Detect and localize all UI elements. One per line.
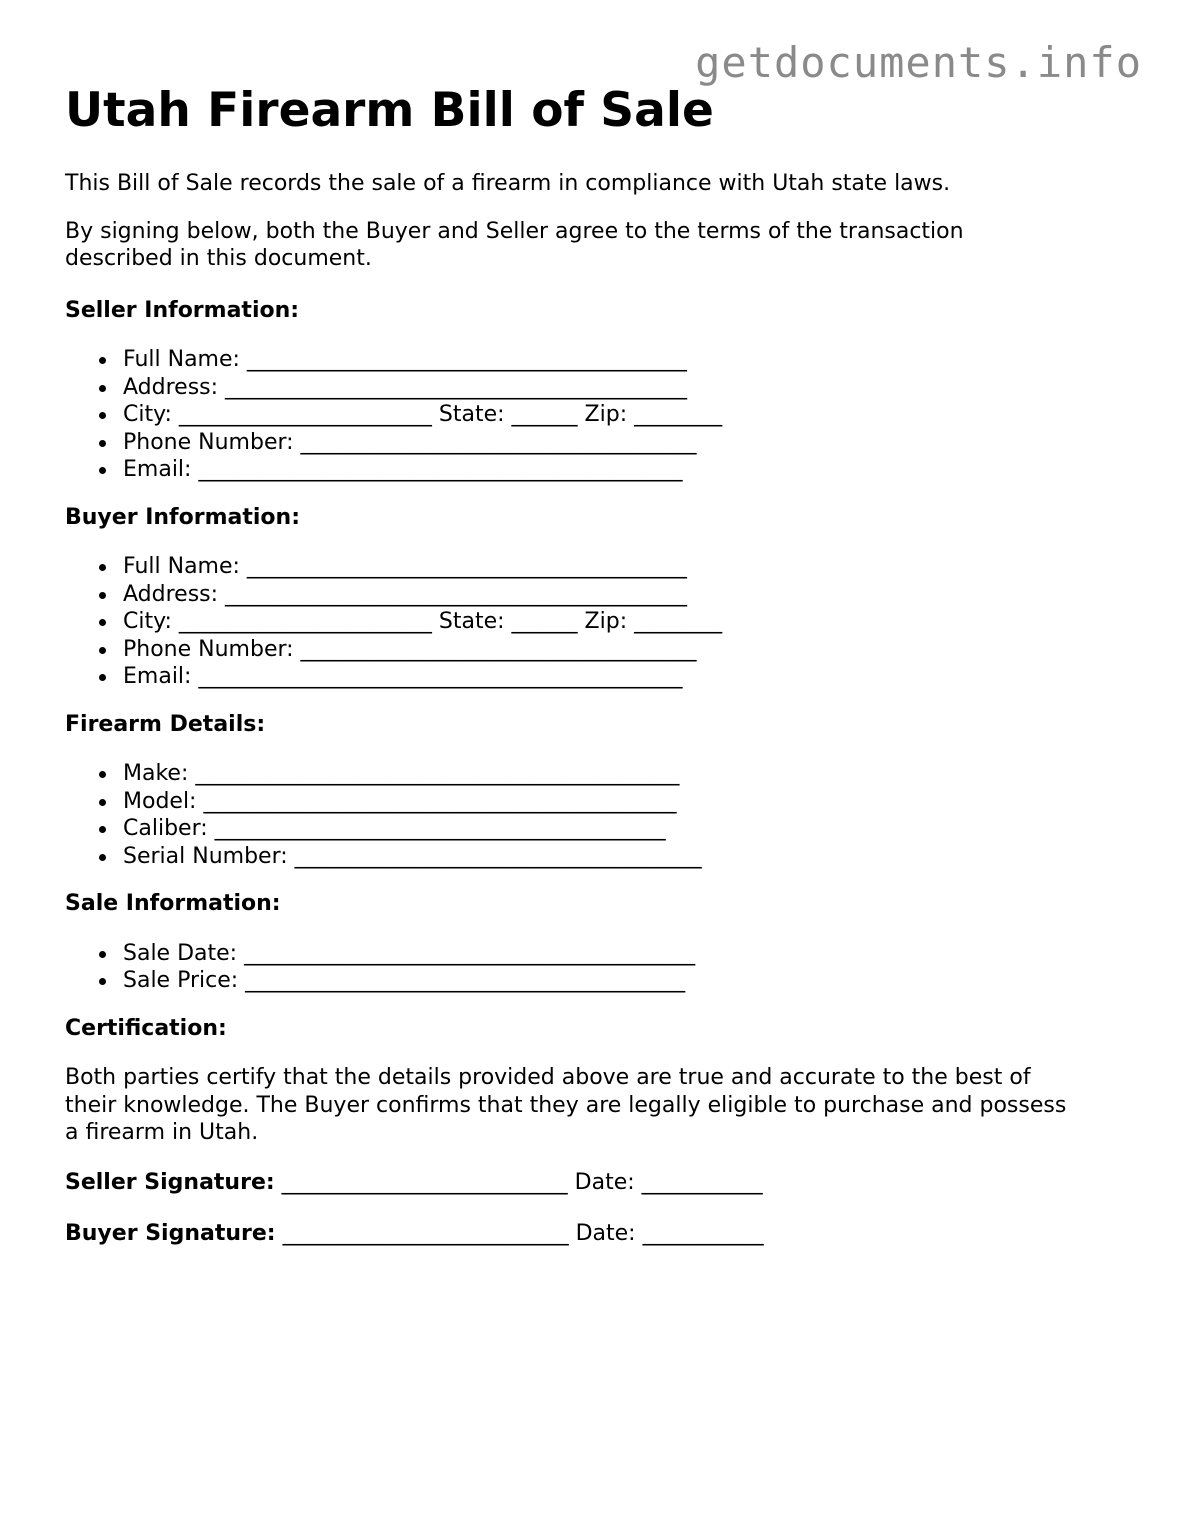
certification-heading: Certification: (65, 1015, 227, 1041)
buyer-signature-line (65, 1220, 1125, 1248)
seller-full-name-field: Full Name: ________________________________________ (123, 346, 1125, 374)
seller-phone-field: Phone Number: ____________________________________ (123, 429, 1125, 457)
seller-city-state-zip-field: City: _______________________ State: ______ Zip: ________ (123, 401, 1125, 429)
firearm-model-field: Model: ___________________________________________ (123, 788, 1125, 816)
sale-price-field: Sale Price: ________________________________________ (123, 967, 1125, 995)
seller-heading: Seller Information: (65, 297, 300, 323)
buyer-signature-label: Buyer Signature: (65, 1221, 276, 1246)
buyer-full-name-field: Full Name: ________________________________________ (123, 553, 1125, 581)
buyer-heading: Buyer Information: (65, 504, 300, 530)
sale-heading: Sale Information: (65, 891, 281, 916)
seller-signature-line (65, 1169, 1125, 1197)
buyer-city-state-zip-field: City: _______________________ State: ______ Zip: ________ (123, 608, 1125, 636)
document (65, 82, 1125, 1272)
seller-signature-label: Seller Signature: (65, 1169, 275, 1195)
seller-email-field: Email: ____________________________________________ (123, 456, 1125, 484)
firearm-serial-field: Serial Number: _____________________________________ (123, 843, 1125, 871)
watermark: getdocuments.info (695, 38, 1142, 87)
seller-address-field: Address: __________________________________________ (123, 374, 1125, 402)
buyer-address-field: Address: __________________________________________ (123, 581, 1125, 609)
certification-text: Both parties certify that the details provided above are true and accurate to the best of their knowledge. The Buyer confirms that they are legally eligible to purchase and possess a firearm in Utah. (65, 1065, 1067, 1145)
buyer-phone-field: Phone Number: ____________________________________ (123, 636, 1125, 664)
buyer-field-list (65, 553, 1125, 691)
seller-signature-blanks: __________________________ Date: ___________ (274, 1169, 763, 1195)
intro-paragraph: This Bill of Sale records the sale of a firearm in compliance with Utah state laws. (65, 171, 951, 196)
document-title: Utah Firearm Bill of Sale (65, 83, 714, 138)
agreement-paragraph: By signing below, both the Buyer and Seller agree to the terms of the transaction described in this document. (65, 218, 964, 271)
sale-date-field: Sale Date: _________________________________________ (123, 940, 1125, 968)
buyer-email-field: Email: ____________________________________________ (123, 663, 1125, 691)
buyer-signature-blanks: __________________________ Date: ___________ (275, 1221, 764, 1246)
firearm-make-field: Make: ____________________________________________ (123, 760, 1125, 788)
firearm-heading: Firearm Details: (65, 711, 266, 737)
firearm-caliber-field: Caliber: _________________________________________ (123, 815, 1125, 843)
sale-field-list (65, 940, 1125, 995)
firearm-field-list (65, 760, 1125, 870)
seller-field-list (65, 346, 1125, 484)
